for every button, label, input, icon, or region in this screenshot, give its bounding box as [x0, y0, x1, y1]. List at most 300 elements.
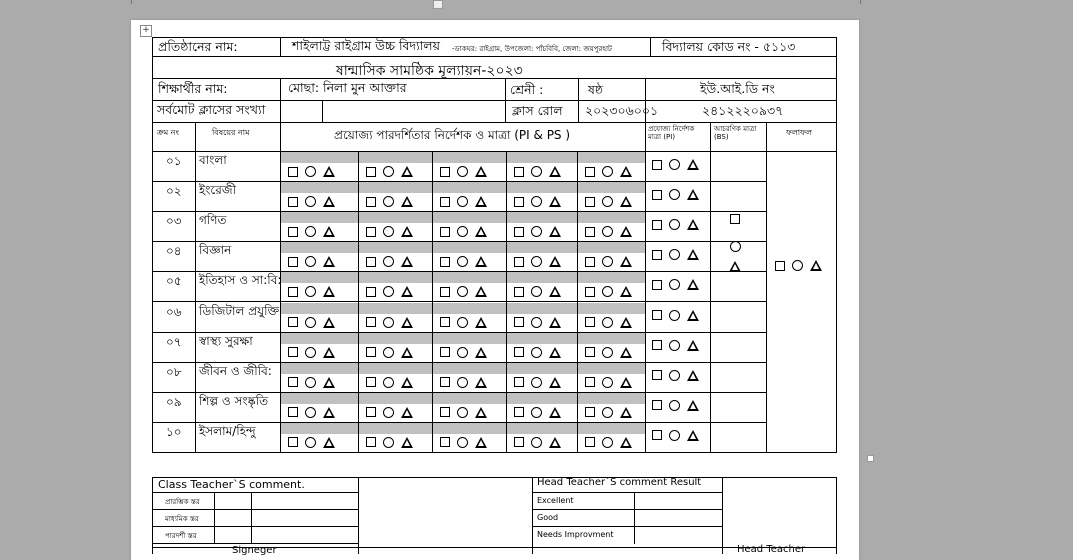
triangle-icon: [401, 377, 413, 388]
ps-symbol-group[interactable]: [440, 437, 487, 448]
square-icon: [514, 167, 524, 177]
triangle-icon: [323, 377, 335, 388]
circle-icon: [669, 279, 680, 290]
row-subject: ইতিহাস ও সা:বি:: [199, 273, 282, 288]
square-icon: [514, 407, 524, 417]
pi-code-cell: [433, 212, 506, 223]
triangle-icon: [401, 256, 413, 267]
circle-icon: [792, 260, 803, 271]
circle-icon: [457, 226, 468, 237]
circle-icon: [305, 407, 316, 418]
circle-icon: [669, 340, 680, 351]
circle-icon: [669, 370, 680, 381]
row-subject: বিজ্ঞান: [199, 243, 232, 258]
triangle-icon: [549, 437, 561, 448]
circle-icon: [457, 407, 468, 418]
row-serial: ০৯: [166, 394, 182, 409]
triangle-icon: [549, 347, 561, 358]
square-icon: [652, 340, 662, 350]
square-icon: [288, 257, 298, 267]
grid-line: [650, 37, 651, 57]
grid-line: [532, 477, 533, 554]
square-icon: [288, 287, 298, 297]
triangle-icon: [323, 437, 335, 448]
pi-code-cell: [281, 303, 358, 314]
ps-symbol-group[interactable]: [585, 377, 632, 388]
pi-code-cell: [507, 212, 577, 223]
ps-symbol-group[interactable]: [366, 437, 413, 448]
pi-code-cell: [359, 303, 432, 314]
row-serial: ০৭: [166, 334, 182, 349]
circle-icon: [602, 407, 613, 418]
pi-symbol-group[interactable]: [652, 340, 699, 351]
square-icon: [440, 317, 450, 327]
pi-symbol-group[interactable]: [652, 249, 699, 260]
row-serial: ১০: [166, 424, 182, 439]
pi-code-cell: [281, 393, 358, 404]
ps-symbol-group[interactable]: [288, 317, 335, 328]
triangle-icon: [620, 166, 632, 177]
pi-code-cell: [359, 152, 432, 163]
ps-symbol-group[interactable]: [514, 256, 561, 267]
square-icon: [288, 197, 298, 207]
grid-line: [634, 492, 635, 544]
circle-icon: [602, 437, 613, 448]
institution-name: শাইলাট্ট রাইগ্রাম উচ্চ বিদ্যালয়: [292, 38, 440, 53]
grid-line: [280, 37, 281, 57]
ps-symbol-group[interactable]: [366, 347, 413, 358]
option-good: Good: [537, 513, 559, 522]
pi-code-cell: [359, 212, 432, 223]
circle-icon: [305, 226, 316, 237]
grid-line: [152, 526, 359, 527]
pi-code-cell: [507, 272, 577, 283]
ps-symbol-group[interactable]: [366, 166, 413, 177]
level-proficient: পারদর্শী স্তর: [165, 532, 197, 540]
triangle-icon: [620, 226, 632, 237]
grid-line: [280, 78, 281, 101]
circle-icon: [602, 166, 613, 177]
ps-symbol-group[interactable]: [440, 166, 487, 177]
circle-icon: [457, 317, 468, 328]
triangle-icon: [687, 189, 699, 200]
ps-symbol-group[interactable]: [514, 347, 561, 358]
uid-label: ইউ.আই.ডি নং: [700, 81, 775, 96]
ps-symbol-group[interactable]: [585, 196, 632, 207]
ps-symbol-group[interactable]: [514, 286, 561, 297]
triangle-icon: [687, 340, 699, 351]
row-subject: শিল্প ও সংষ্কৃতি: [199, 393, 269, 408]
row-subject: ইংরেজী: [199, 183, 236, 198]
grid-line: [195, 122, 196, 453]
student-label: শিক্ষার্থীর নাম:: [158, 81, 228, 96]
triangle-icon: [401, 196, 413, 207]
ps-symbol-group[interactable]: [514, 226, 561, 237]
circle-icon: [602, 317, 613, 328]
square-icon: [288, 347, 298, 357]
circle-icon: [383, 166, 394, 177]
triangle-icon: [323, 166, 335, 177]
triangle-icon: [475, 196, 487, 207]
square-icon: [652, 310, 662, 320]
table-resize-handle[interactable]: [867, 455, 874, 462]
square-icon: [366, 197, 376, 207]
triangle-icon: [549, 256, 561, 267]
pi-symbol-group[interactable]: [652, 189, 699, 200]
square-icon: [288, 227, 298, 237]
square-icon: [366, 407, 376, 417]
pi-symbol-group[interactable]: [652, 279, 699, 290]
pi-symbol-group[interactable]: [652, 430, 699, 441]
grid-line: [645, 78, 646, 101]
ps-symbol-group[interactable]: [288, 286, 335, 297]
triangle-icon: [323, 196, 335, 207]
circle-icon: [383, 437, 394, 448]
square-icon: [585, 437, 595, 447]
triangle-icon: [687, 219, 699, 230]
total-classes-label: সর্বমোট ক্লাসের সংখ্যা: [157, 102, 266, 117]
col-serial-header: ক্রম নং: [157, 128, 179, 137]
triangle-icon: [549, 196, 561, 207]
pi-code-cell: [359, 393, 432, 404]
col-result-header: ফলাফল: [786, 128, 812, 137]
class-value: ষষ্ঠ: [588, 82, 604, 97]
square-icon: [514, 287, 524, 297]
school-code: বিদ্যালয় কোড নং - ৫১১৩: [662, 39, 796, 54]
square-icon: [585, 317, 595, 327]
ps-symbol-group[interactable]: [366, 196, 413, 207]
triangle-icon: [475, 347, 487, 358]
row-subject: জীবন ও জীবি:: [199, 363, 272, 378]
grid-line: [152, 509, 359, 510]
ps-symbol-group[interactable]: [514, 317, 561, 328]
ps-symbol-group[interactable]: [440, 407, 487, 418]
triangle-icon: [620, 407, 632, 418]
triangle-icon: [475, 166, 487, 177]
circle-icon: [602, 196, 613, 207]
square-icon: [652, 250, 662, 260]
circle-icon: [457, 256, 468, 267]
circle-icon: [669, 249, 680, 260]
circle-icon: [457, 347, 468, 358]
pi-symbol-group[interactable]: [652, 370, 699, 381]
square-icon: [440, 227, 450, 237]
triangle-icon: [549, 407, 561, 418]
square-icon: [585, 407, 595, 417]
circle-icon: [602, 226, 613, 237]
circle-icon: [602, 256, 613, 267]
circle-icon: [383, 256, 394, 267]
ps-symbol-group[interactable]: [440, 196, 487, 207]
pi-code-cell: [578, 423, 645, 434]
triangle-icon: [810, 260, 822, 271]
pi-code-cell: [507, 303, 577, 314]
pi-code-cell: [578, 242, 645, 253]
ps-symbol-group[interactable]: [585, 437, 632, 448]
ps-symbol-group[interactable]: [366, 407, 413, 418]
triangle-icon: [401, 407, 413, 418]
ps-symbol-group[interactable]: [366, 317, 413, 328]
pi-symbol-group[interactable]: [652, 159, 699, 170]
square-icon: [652, 370, 662, 380]
triangle-icon: [687, 370, 699, 381]
pi-symbol-group[interactable]: [652, 400, 699, 411]
ps-symbol-group[interactable]: [514, 437, 561, 448]
circle-icon: [531, 226, 542, 237]
square-icon: [514, 257, 524, 267]
square-icon: [514, 377, 524, 387]
grid-line: [152, 37, 153, 453]
pi-symbol-group[interactable]: [652, 310, 699, 321]
pi-code-cell: [359, 272, 432, 283]
row-serial: ০৫: [166, 274, 182, 289]
head-teacher-comment-title: Head Teacher`S comment Result: [537, 477, 702, 488]
grid-line: [836, 477, 837, 554]
triangle-icon: [620, 286, 632, 297]
row-serial: ০৩: [166, 214, 182, 229]
circle-icon: [669, 219, 680, 230]
circle-icon: [305, 377, 316, 388]
ps-symbol-group[interactable]: [514, 407, 561, 418]
square-icon: [514, 317, 524, 327]
institution-label: প্রতিষ্ঠানের নাম:: [158, 39, 238, 54]
grid-line: [152, 492, 359, 493]
circle-icon: [457, 437, 468, 448]
ps-symbol-group[interactable]: [440, 226, 487, 237]
pi-code-cell: [578, 393, 645, 404]
pi-code-cell: [433, 272, 506, 283]
ps-symbol-group[interactable]: [585, 286, 632, 297]
ps-symbol-group[interactable]: [514, 166, 561, 177]
circle-icon: [457, 377, 468, 388]
square-icon: [652, 160, 662, 170]
circle-icon: [531, 347, 542, 358]
pi-code-cell: [281, 242, 358, 253]
col-bs-header: আচরণিক মাত্রা (BS): [714, 125, 757, 141]
square-icon: [514, 347, 524, 357]
pi-code-cell: [578, 212, 645, 223]
triangle-icon: [323, 347, 335, 358]
triangle-icon: [323, 407, 335, 418]
ps-symbol-group[interactable]: [288, 377, 335, 388]
circle-icon: [531, 377, 542, 388]
square-icon: [652, 280, 662, 290]
grid-line: [152, 543, 359, 544]
ps-symbol-group[interactable]: [366, 377, 413, 388]
triangle-icon: [323, 226, 335, 237]
pi-code-cell: [507, 152, 577, 163]
circle-icon: [531, 196, 542, 207]
ps-symbol-group[interactable]: [288, 437, 335, 448]
ps-symbol-group[interactable]: [288, 256, 335, 267]
pi-code-cell: [578, 152, 645, 163]
ps-symbol-group[interactable]: [440, 377, 487, 388]
square-icon: [366, 317, 376, 327]
circle-icon: [383, 226, 394, 237]
triangle-icon: [401, 437, 413, 448]
square-icon: [652, 400, 662, 410]
ps-symbol-group[interactable]: [585, 317, 632, 328]
bs-circle-icon: [730, 236, 741, 255]
ps-symbol-group[interactable]: [440, 256, 487, 267]
grid-line: [214, 492, 215, 544]
pi-code-cell: [359, 423, 432, 434]
square-icon: [585, 257, 595, 267]
row-serial: ০৪: [166, 244, 182, 259]
square-icon: [366, 227, 376, 237]
circle-icon: [602, 347, 613, 358]
pi-code-cell: [281, 272, 358, 283]
row-serial: ০৮: [166, 364, 182, 379]
triangle-icon: [549, 166, 561, 177]
grid-line: [578, 100, 579, 123]
circle-icon: [669, 430, 680, 441]
square-icon: [366, 347, 376, 357]
pi-code-cell: [281, 333, 358, 344]
circle-icon: [457, 196, 468, 207]
grid-line: [710, 122, 711, 453]
ps-symbol-group[interactable]: [288, 226, 335, 237]
grid-line: [358, 477, 359, 554]
bs-square-icon: [730, 208, 740, 227]
circle-icon: [457, 286, 468, 297]
triangle-icon: [620, 377, 632, 388]
triangle-icon: [549, 286, 561, 297]
triangle-icon: [401, 286, 413, 297]
ps-symbol-group[interactable]: [440, 317, 487, 328]
pi-code-cell: [507, 242, 577, 253]
circle-icon: [531, 317, 542, 328]
triangle-icon: [620, 437, 632, 448]
circle-icon: [457, 166, 468, 177]
square-icon: [652, 220, 662, 230]
triangle-icon: [620, 196, 632, 207]
triangle-icon: [687, 249, 699, 260]
pi-code-cell: [578, 182, 645, 193]
circle-icon: [531, 256, 542, 267]
pi-code-cell: [281, 363, 358, 374]
col-subject-header: বিষয়ের নাম: [212, 128, 250, 137]
square-icon: [440, 407, 450, 417]
row-subject: গণিত: [199, 213, 227, 228]
level-intermediate: মাধ্যমিক স্তর: [165, 515, 199, 523]
circle-icon: [602, 377, 613, 388]
ps-symbol-group[interactable]: [585, 226, 632, 237]
circle-icon: [669, 310, 680, 321]
pi-code-cell: [507, 423, 577, 434]
table-move-handle[interactable]: +: [140, 25, 152, 37]
pi-code-cell: [359, 182, 432, 193]
square-icon: [288, 407, 298, 417]
ps-symbol-group[interactable]: [288, 196, 335, 207]
grid-line: [280, 100, 281, 123]
circle-icon: [305, 317, 316, 328]
circle-icon: [383, 407, 394, 418]
ps-symbol-group[interactable]: [514, 377, 561, 388]
circle-icon: [602, 286, 613, 297]
triangle-icon: [401, 166, 413, 177]
grid-line: [505, 100, 506, 123]
pi-code-cell: [507, 333, 577, 344]
circle-icon: [669, 400, 680, 411]
ps-symbol-group[interactable]: [585, 256, 632, 267]
pi-code-cell: [578, 303, 645, 314]
ps-symbol-group[interactable]: [366, 226, 413, 237]
square-icon: [288, 377, 298, 387]
circle-icon: [669, 189, 680, 200]
ps-symbol-group[interactable]: [288, 407, 335, 418]
pi-code-cell: [578, 363, 645, 374]
circle-icon: [531, 407, 542, 418]
col-pi-header: প্রযোজ্য নির্দেশক মাত্রা (PI): [648, 125, 695, 141]
bs-triangle-icon: [729, 256, 741, 275]
ps-symbol-group[interactable]: [440, 286, 487, 297]
triangle-icon: [620, 317, 632, 328]
square-icon: [288, 167, 298, 177]
pi-code-cell: [578, 272, 645, 283]
result-symbol-group: [775, 260, 822, 271]
grid-line: [152, 452, 711, 453]
square-icon: [440, 287, 450, 297]
ps-symbol-group[interactable]: [585, 407, 632, 418]
row-serial: ০২: [166, 184, 182, 199]
ps-symbol-group[interactable]: [440, 347, 487, 358]
ruler-handle[interactable]: [433, 0, 443, 9]
pi-code-cell: [433, 423, 506, 434]
row-subject: বাংলা: [199, 153, 227, 167]
pi-code-cell: [281, 152, 358, 163]
square-icon: [440, 377, 450, 387]
pi-code-cell: [433, 303, 506, 314]
col-indicator-header: প্রয়োজ্য পারদর্শিতার নির্দেশক ও মাত্রা (PI & PS ): [334, 128, 571, 142]
row-serial: ০১: [166, 154, 182, 168]
circle-icon: [669, 159, 680, 170]
triangle-icon: [475, 317, 487, 328]
pi-symbol-group[interactable]: [652, 219, 699, 230]
triangle-icon: [549, 226, 561, 237]
ps-symbol-group[interactable]: [585, 166, 632, 177]
signature-label: Signeger: [232, 545, 277, 556]
row-serial: ০৬: [166, 304, 182, 319]
ps-symbol-group[interactable]: [288, 166, 335, 177]
square-icon: [652, 190, 662, 200]
ps-symbol-group[interactable]: [366, 256, 413, 267]
uid-value: ২৪১২২২০৯৩৭: [702, 103, 784, 118]
student-name: মোছা: নিলা মুন আক্তার: [288, 80, 407, 95]
grid-line: [766, 122, 767, 453]
ps-symbol-group[interactable]: [288, 347, 335, 358]
square-icon: [585, 227, 595, 237]
square-icon: [514, 437, 524, 447]
ps-symbol-group[interactable]: [366, 286, 413, 297]
circle-icon: [383, 347, 394, 358]
square-icon: [366, 437, 376, 447]
class-teacher-comment-title: Class Teacher`S comment.: [158, 478, 305, 491]
square-icon: [514, 197, 524, 207]
class-label: শ্রেনী :: [510, 82, 544, 97]
ps-symbol-group[interactable]: [585, 347, 632, 358]
square-icon: [440, 347, 450, 357]
square-icon: [652, 430, 662, 440]
square-icon: [585, 167, 595, 177]
circle-icon: [305, 347, 316, 358]
pi-code-cell: [507, 393, 577, 404]
pi-code-cell: [281, 182, 358, 193]
ps-symbol-group[interactable]: [514, 196, 561, 207]
pi-code-cell: [359, 242, 432, 253]
pi-code-cell: [359, 363, 432, 374]
triangle-icon: [323, 256, 335, 267]
